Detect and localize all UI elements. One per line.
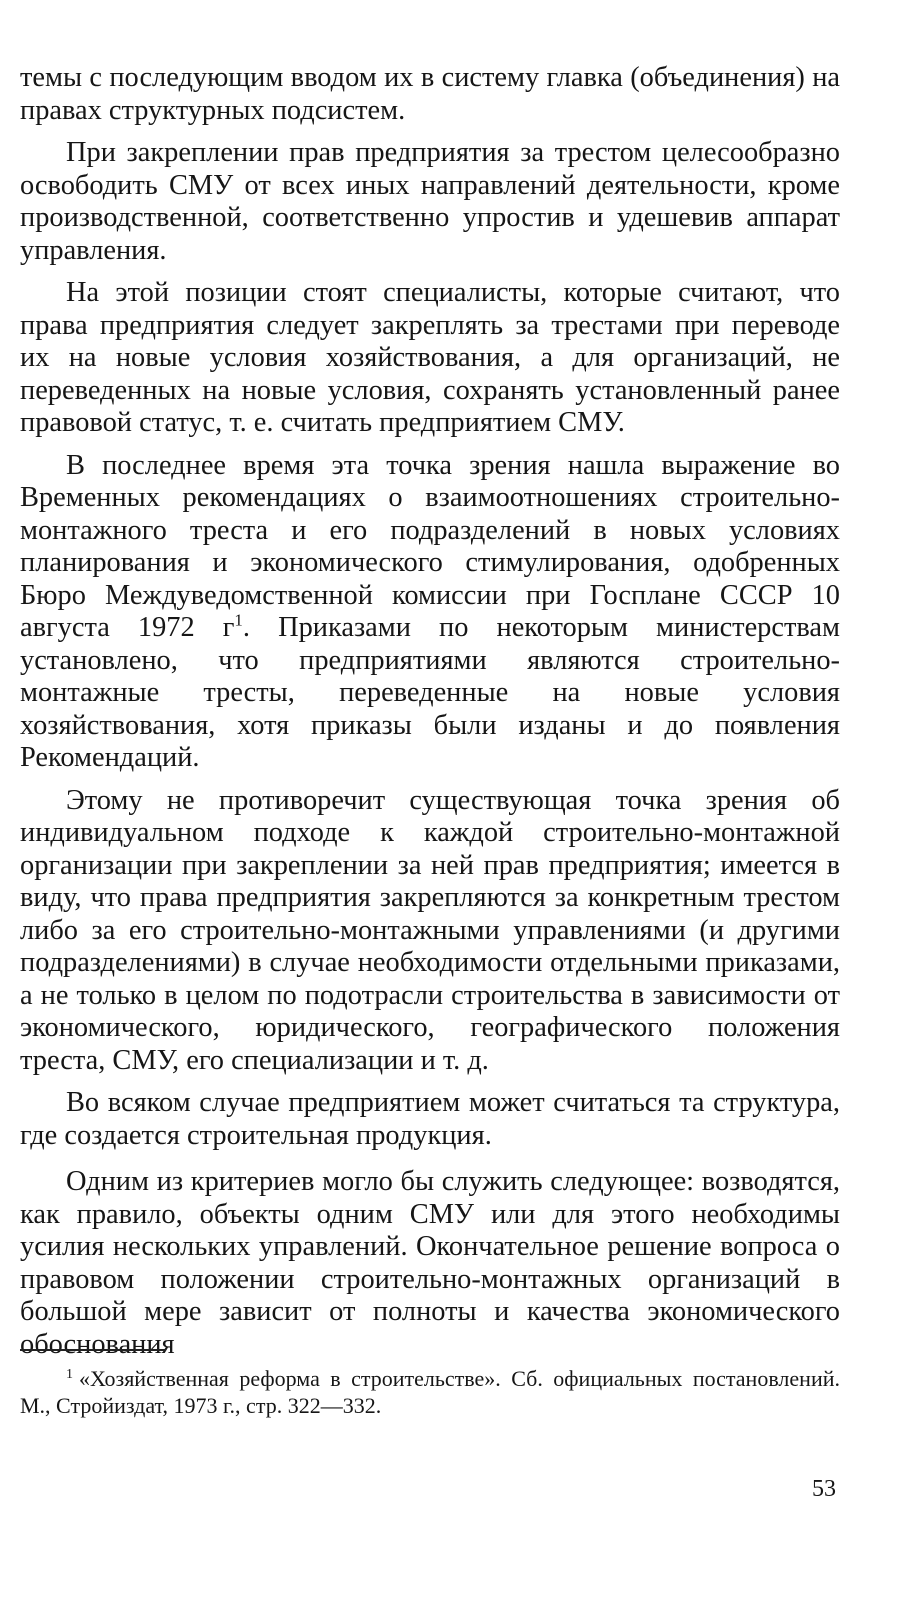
paragraph-6: Во всяком случае предприятием может считаться та структура, где создается строительная продукция. (20, 1087, 840, 1151)
paragraph-1: темы с последующим вводом их в систему главка (объединения) на правах структурных подсистем. (20, 62, 840, 126)
footnote-mark: 1 (66, 1366, 73, 1382)
page-body (20, 62, 840, 1361)
footnote-text: «Хозяйственная реформа в строительстве». Сб. официальных постановлений. М., Стройиздат, 1973 г., стр. 322—332. (20, 1366, 840, 1418)
paragraph-4-continuation: . Приказами по некоторым министерствам установлено, что предприятиями являются строительно-монтажные тресты, переведенные на новые условия хозяйствования, хотя приказы были изданы и до появления Рекомендаций. (20, 612, 840, 773)
footnote-reference: 1 (234, 610, 243, 630)
paragraph-4 (20, 450, 840, 775)
footnote (20, 1365, 840, 1419)
footnote-divider (20, 1349, 166, 1351)
paragraph-3: На этой позиции стоят специалисты, которые считают, что права предприятия следует закреплять за трестами при переводе их на новые условия хозяйствования, а для организаций, не переведенных на новые условия, сохранять установленный ранее правовой статус, т. е. считать предприятием СМУ. (20, 277, 840, 438)
paragraph-4-text: В последнее время эта точка зрения нашла выражение во Временных рекомендациях о взаимоотношениях строительно-монтажного треста и его подразделений в новых условиях планирования и экономического стимулирования, одобренных Бюро Междуведомственной комиссии при Госплане СССР 10 августа 1972 г (20, 449, 840, 643)
paragraph-2: При закреплении прав предприятия за трестом целесообразно освободить СМУ от всех иных направлений деятельности, кроме производственной, соответственно упростив и удешевив аппарат управления. (20, 137, 840, 266)
paragraph-7: Одним из критериев могло бы служить следующее: возводятся, как правило, объекты одним СМУ или для этого необходимы усилия нескольких управлений. Окончательное решение вопроса о правовом положении строительно-монтажных организаций в большой мере зависит от полноты и качества экономического обоснования (20, 1166, 840, 1360)
paragraph-5: Этому не противоречит существующая точка зрения об индивидуальном подходе к каждой строительно-монтажной организации при закреплении за ней прав предприятия; имеется в виду, что права предприятия закрепляются за конкретным трестом либо за его строительно-монтажными управлениями (и другими подразделениями) в случае необходимости отдельными приказами, а не только в целом по подотрасли строительства в зависимости от экономического, юридического, географического положения треста, СМУ, его специализации и т. д. (20, 784, 840, 1076)
page-number: 53 (812, 1476, 836, 1502)
